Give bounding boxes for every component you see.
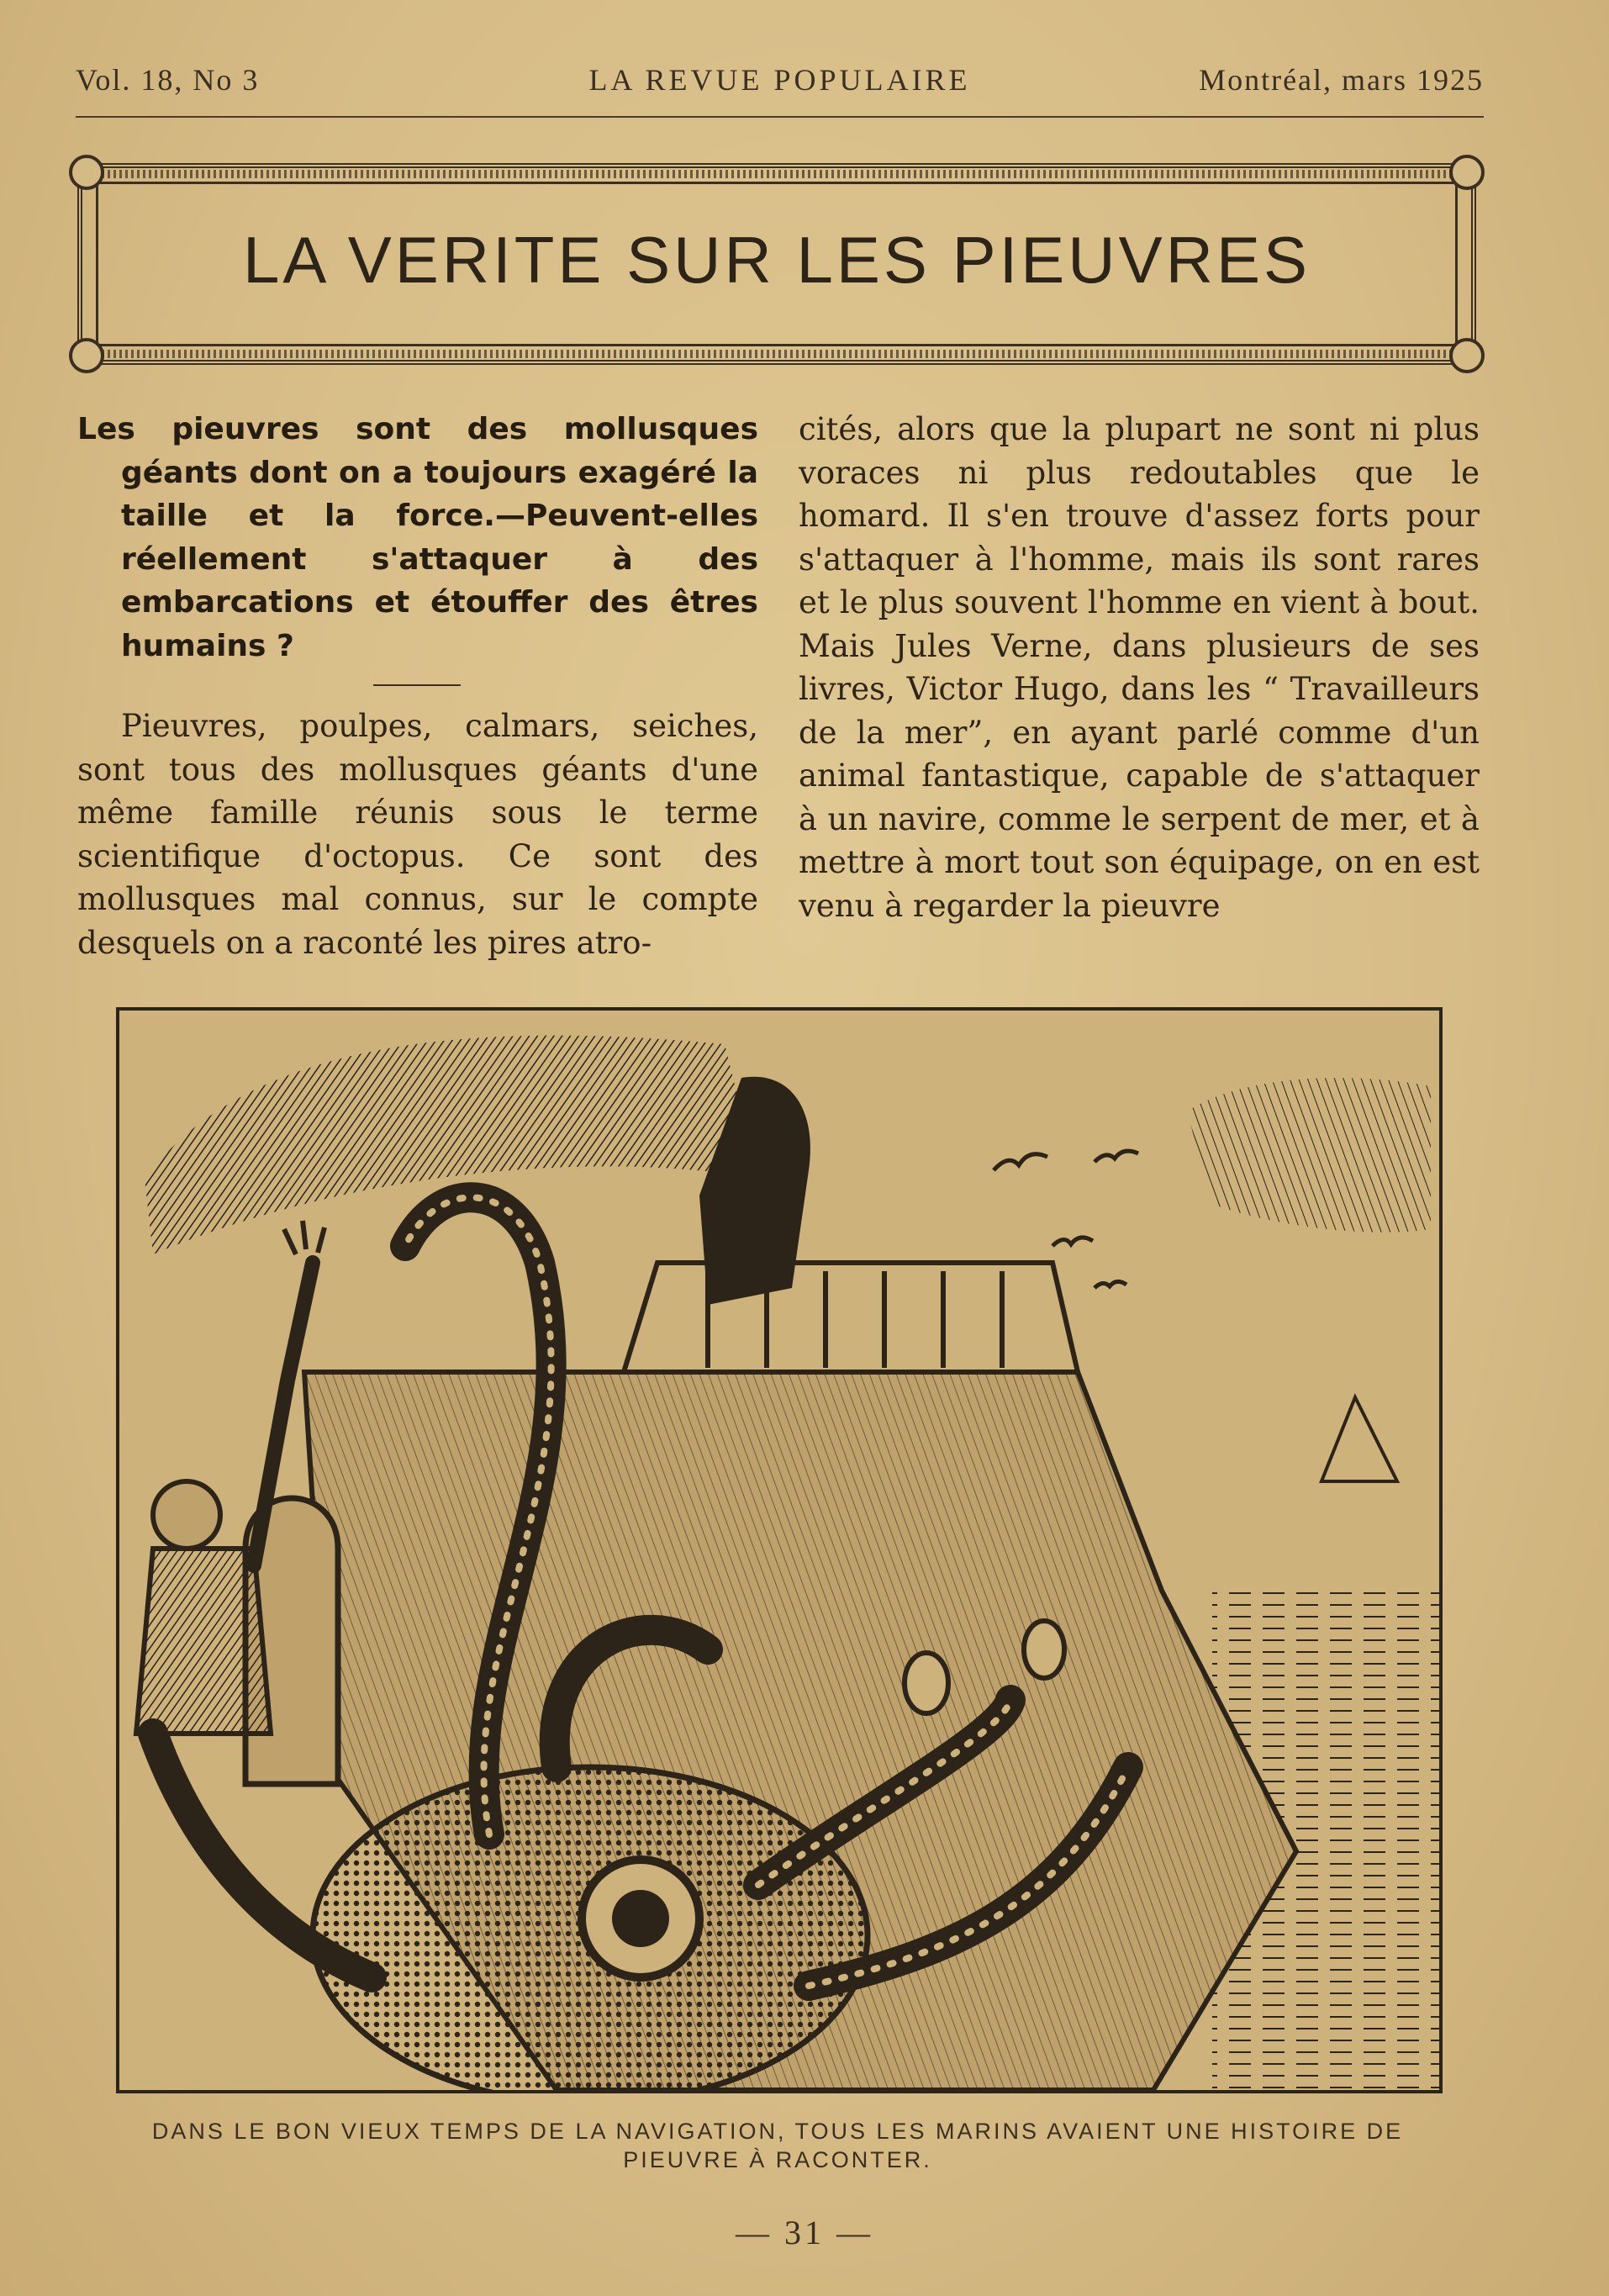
column-left	[77, 408, 758, 964]
body-paragraph-left: Pieuvres, poulpes, calmars, seiches, sont tous des mollusques géants d'une même famille réunis sous le terme scientifique d'octopus. Ce sont des mollusques mal connus, sur le compte desquels on a raconté les pires atro-	[77, 708, 758, 961]
corner-ornament-bottom-left	[69, 338, 104, 373]
corner-ornament-bottom-right	[1449, 338, 1485, 373]
article-title: LA VERITE SUR LES PIEUVRES	[242, 223, 1311, 297]
section-divider	[373, 684, 461, 686]
publication-name: LA REVUE POPULAIRE	[588, 63, 971, 97]
volume-number: Vol. 18, No 3	[76, 63, 260, 97]
illustration-caption: DANS LE BON VIEUX TEMPS DE LA NAVIGATION, TOUS LES MARINS AVAIENT UNE HISTOIRE DE PIEUVRE À RACONTER.	[151, 2119, 1404, 2172]
title-frame-ornament-bottom	[96, 350, 1458, 358]
body-paragraph-right: cités, alors que la plupart ne sont ni plus voraces ni plus redoutables que le homard. Il s'en trouve d'assez forts pour s'attaquer à l'homme, mais ils sont rares et le plus souvent l'homme en vient à bout. Mais Jules Verne, dans plusieurs de ses livres, Victor Hugo, dans les “ Travailleurs de la mer”, en ayant parlé comme d'un animal fantastique, capable de s'attaquer à un navire, comme le serpent de mer, et à mettre à mort tout son équipage, on en est venu à regarder la pieuvre	[799, 411, 1480, 924]
octopus-ship-illustration	[116, 1007, 1443, 2093]
running-header	[76, 62, 1484, 104]
engraving-svg	[119, 1011, 1439, 2090]
place-date: Montréal, mars 1925	[1199, 63, 1484, 97]
corner-ornament-top-right	[1449, 155, 1485, 190]
article-lede: Les pieuvres sont des mollusques géants dont on a toujours exagéré la taille et la force.—Peuvent-elles réellement s'attaquer à des embarcations et étouffer des êtres humains ?	[77, 412, 758, 663]
page-number: — 31 —	[736, 2214, 873, 2251]
corner-ornament-top-left	[69, 155, 104, 190]
title-frame-ornament-top	[96, 170, 1458, 178]
title-frame	[77, 163, 1476, 365]
column-right	[799, 408, 1480, 927]
header-rule	[76, 116, 1484, 118]
